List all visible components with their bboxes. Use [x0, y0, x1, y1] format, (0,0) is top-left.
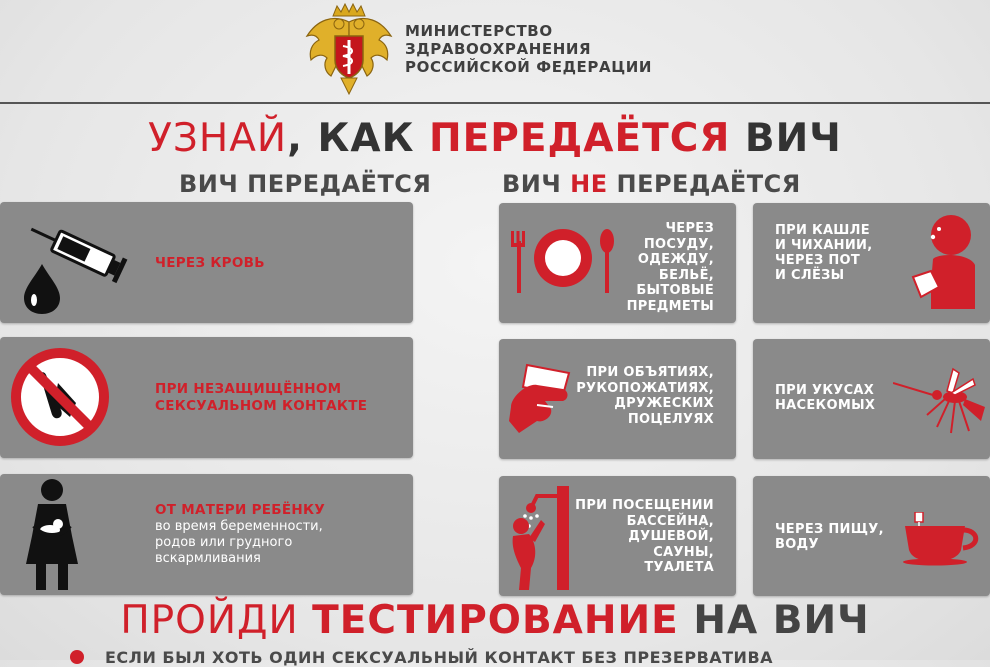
card-note-line: вскармливания	[155, 551, 261, 566]
title-part: , КАК	[287, 116, 430, 161]
card-label-line: ПРИ НЕЗАЩИЩЁННОМ	[155, 381, 342, 397]
bottom-condition-text: ЕСЛИ БЫЛ ХОТЬ ОДИН СЕКСУАЛЬНЫЙ КОНТАКТ БЕЗ ПРЕЗЕРВАТИВА	[105, 648, 774, 667]
card-label	[775, 522, 884, 552]
card-label-line: ДУШЕВОЙ,	[628, 529, 714, 544]
card-label	[155, 381, 367, 415]
header	[0, 0, 990, 103]
card-insect-bites	[753, 339, 990, 459]
card-label-line: ПОЦЕЛУЯХ	[627, 411, 714, 427]
sneezing-person-icon	[909, 213, 985, 313]
card-label-line: РУКОПОЖАТИЯХ,	[576, 380, 714, 396]
card-label-line: САУНЫ,	[653, 544, 714, 560]
card-label: ЧЕРЕЗ КРОВЬ	[155, 255, 265, 271]
card-label	[575, 498, 714, 576]
card-label-line: ПРИ УКУСАХ	[775, 383, 875, 398]
header-divider	[0, 102, 990, 104]
bullet-icon	[70, 650, 84, 664]
ministry-line: РОССИЙСКОЙ ФЕДЕРАЦИИ	[405, 58, 653, 76]
cta-part: ТЕСТИРОВАНИЕ	[312, 598, 679, 643]
card-label-line: ДРУЖЕСКИХ	[614, 396, 714, 411]
card-note-line: во время беременности,	[155, 519, 323, 534]
card-label-line: И ЧИХАНИИ,	[775, 238, 873, 253]
card-hugs	[499, 339, 736, 459]
card-label-line: БЕЛЬЁ,	[658, 267, 714, 283]
transmitted-heading: ВИЧ ПЕРЕДАЁТСЯ	[179, 170, 432, 198]
card-dishes	[499, 203, 736, 323]
card-label-line: ТУАЛЕТА	[644, 560, 714, 575]
card-label	[775, 223, 872, 283]
syringe-blood-drop-icon	[18, 222, 133, 314]
page-title	[0, 116, 990, 161]
card-label-line: ВОДУ	[775, 537, 819, 552]
card-label	[155, 502, 325, 567]
heading-part: ПЕРЕДАЁТСЯ	[607, 170, 801, 198]
title-part: ВИЧ	[730, 116, 842, 161]
title-part: ПЕРЕДАЁТСЯ	[429, 116, 731, 161]
card-coughing	[753, 203, 990, 323]
ministry-line: МИНИСТЕРСТВО	[405, 22, 553, 40]
card-label-line: БЫТОВЫЕ	[636, 283, 714, 298]
card-label-line: ПРИ ОБЪЯТИЯХ,	[586, 365, 714, 380]
card-blood	[0, 202, 413, 323]
card-label	[576, 365, 714, 427]
card-label-line: ОТ МАТЕРИ РЕБЁНКУ	[155, 502, 326, 518]
mosquito-icon	[893, 365, 989, 437]
card-label-line: БАССЕЙНА,	[626, 513, 714, 529]
card-label-line: ПОСУДУ,	[643, 236, 714, 252]
heading-part: ВИЧ	[502, 170, 571, 198]
cta-part: НА ВИЧ	[678, 598, 870, 643]
cta-part: ПРОЙДИ	[120, 598, 313, 643]
card-label-line: ПРИ ПОСЕЩЕНИИ	[575, 498, 714, 513]
card-label-line: ПРИ КАШЛЕ	[775, 223, 870, 238]
card-food-water	[753, 476, 990, 596]
card-sexual-contact	[0, 337, 413, 458]
dishes-icon	[511, 227, 619, 293]
handshake-icon	[507, 361, 577, 435]
card-label-line: ОДЕЖДУ,	[637, 252, 714, 267]
title-part: УЗНАЙ	[148, 116, 288, 161]
card-mother-child	[0, 474, 413, 595]
no-condom-icon	[10, 347, 110, 447]
heading-part: НЕ	[570, 170, 608, 198]
ministry-line: ЗДРАВООХРАНЕНИЯ	[405, 40, 592, 58]
cup-icon	[901, 512, 985, 566]
card-note-line: родов или грудного	[155, 535, 293, 550]
double-headed-eagle-emblem-icon	[303, 2, 395, 98]
card-label-line: ЧЕРЕЗ ПОТ	[775, 253, 861, 268]
card-label-line: ЧЕРЕЗ	[665, 221, 714, 236]
card-label-line: НАСЕКОМЫХ	[775, 398, 876, 413]
shower-icon	[507, 482, 577, 592]
card-label-line: ЧЕРЕЗ ПИЩУ,	[775, 522, 884, 537]
ministry-name	[405, 22, 652, 76]
card-label-line: СЕКСУАЛЬНОМ КОНТАКТЕ	[155, 398, 368, 414]
mother-baby-icon	[22, 478, 82, 592]
card-label	[627, 221, 714, 314]
card-label	[775, 383, 875, 413]
card-label-line: И СЛЁЗЫ	[775, 268, 845, 283]
not-transmitted-heading	[502, 170, 801, 198]
cta-title	[0, 598, 990, 643]
card-pool	[499, 476, 736, 596]
card-label-line: ПРЕДМЕТЫ	[626, 298, 714, 314]
